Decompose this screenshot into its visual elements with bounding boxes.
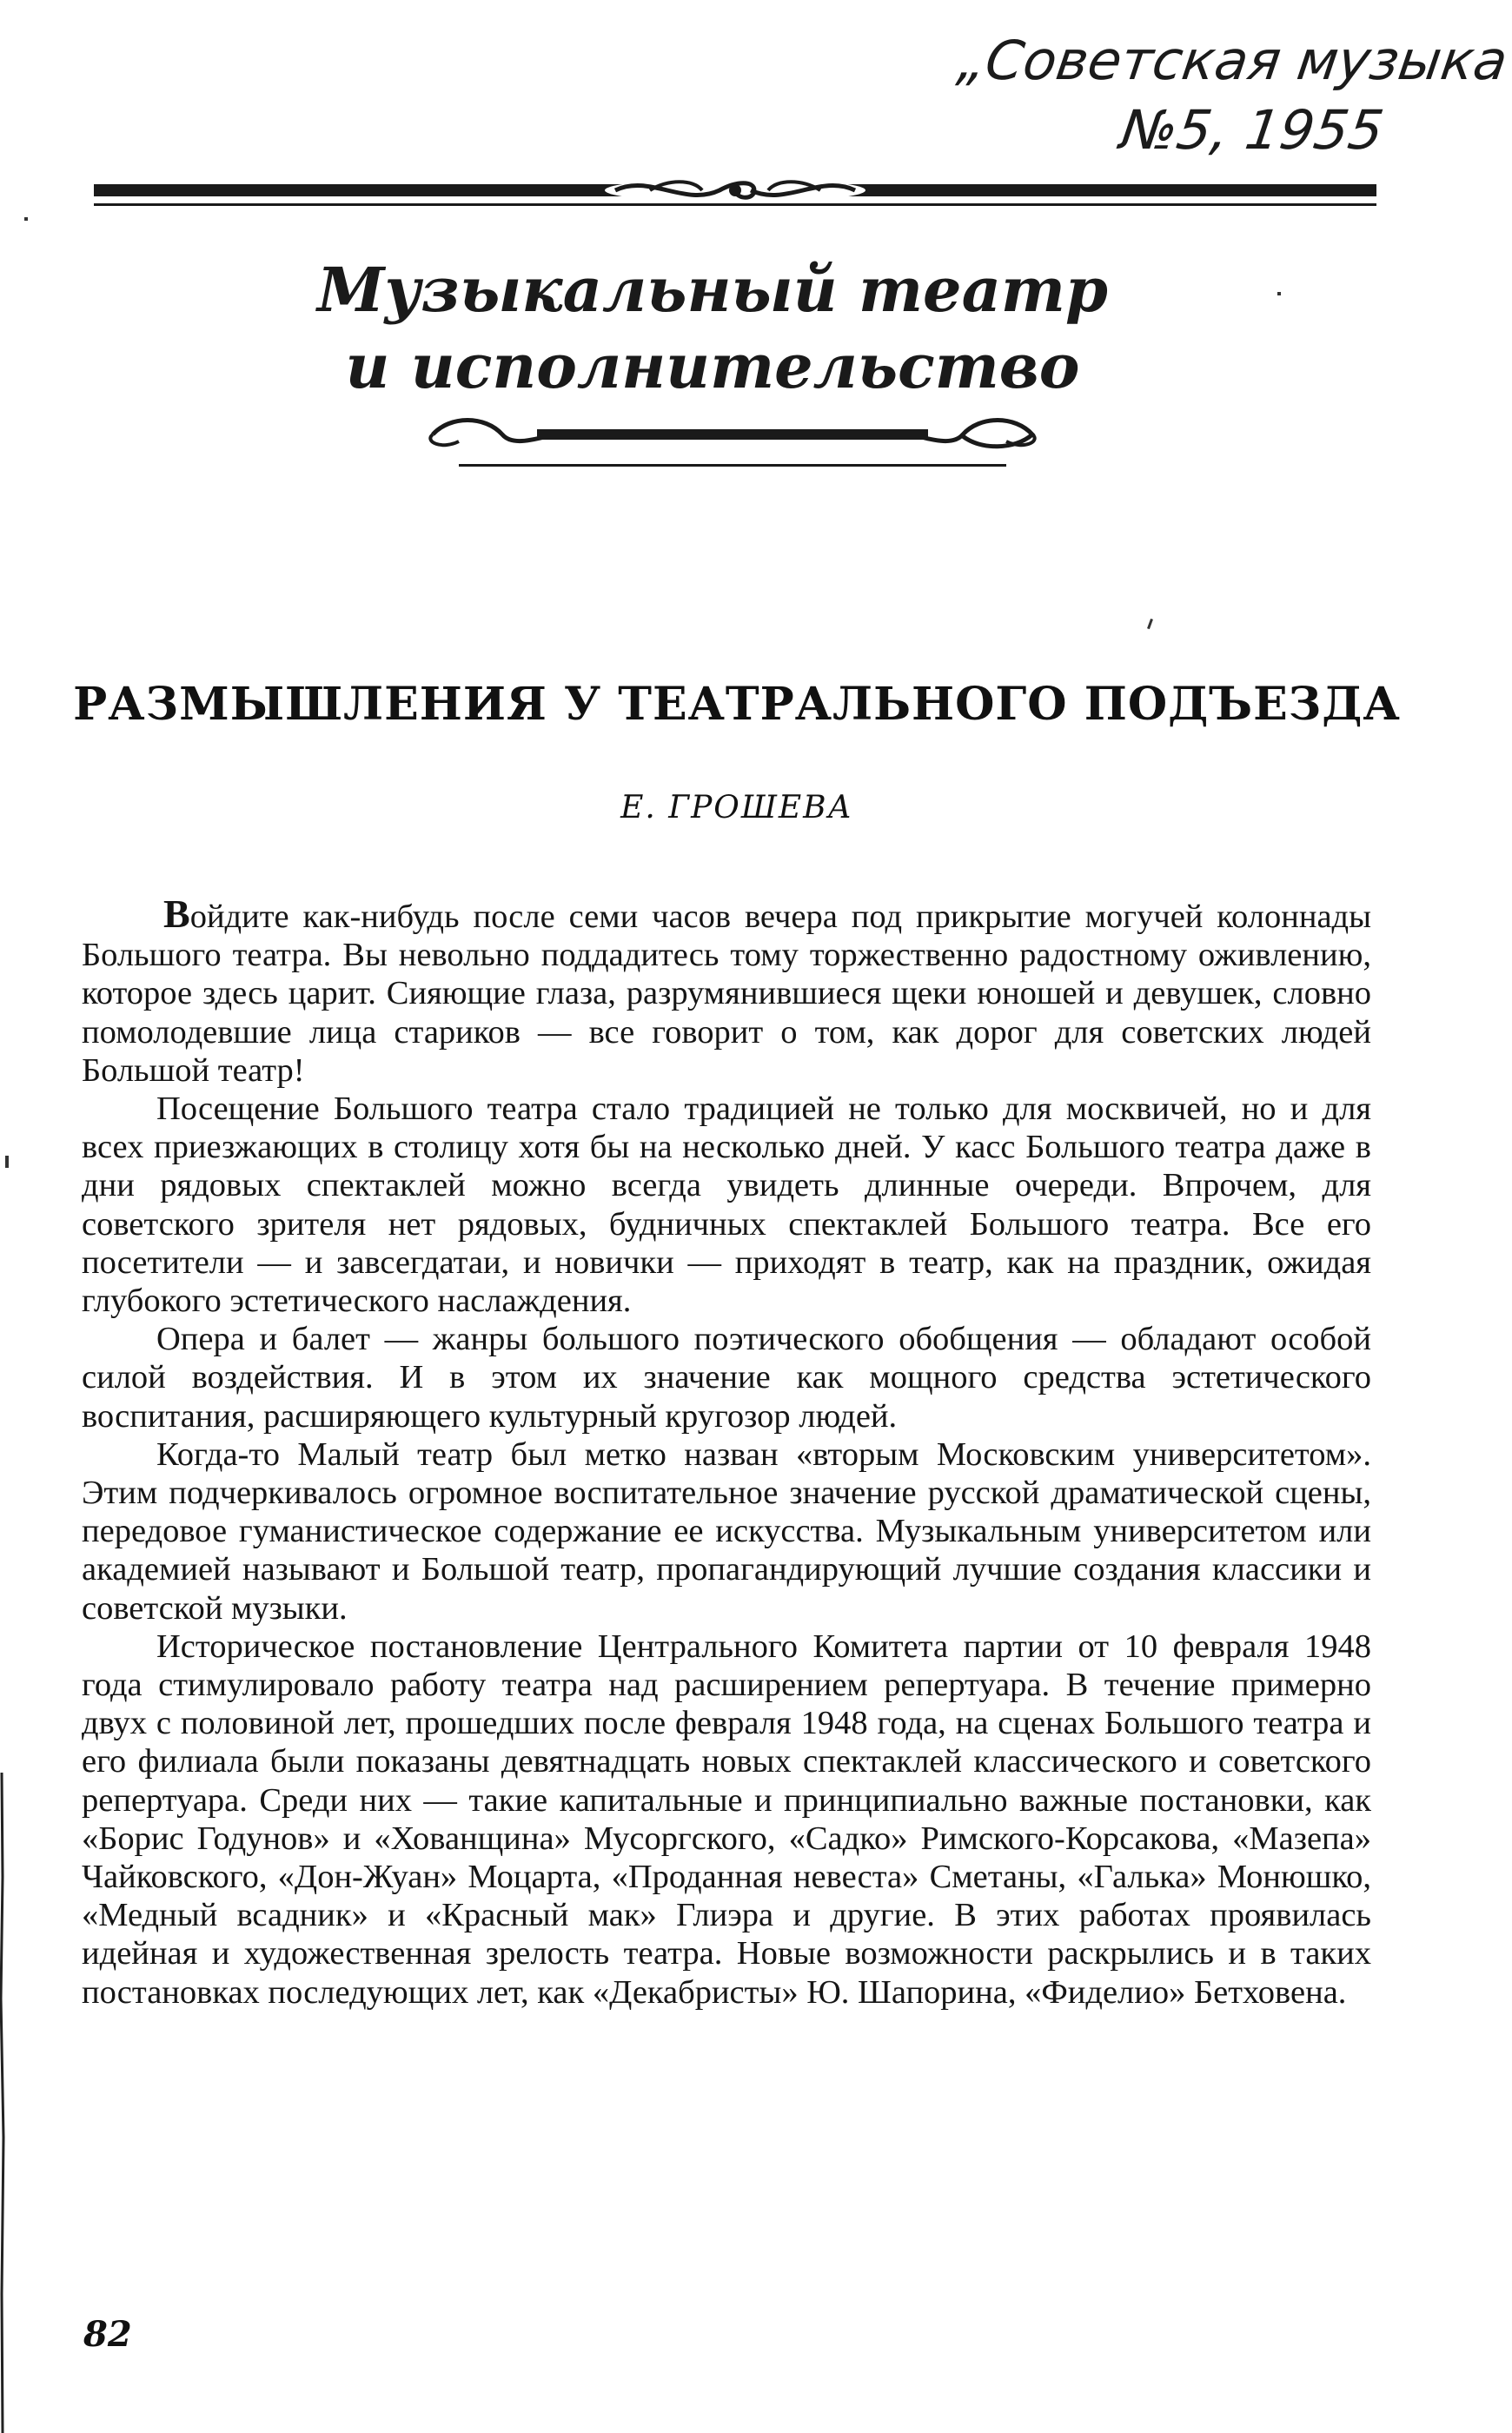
article-author: Е. ГРОШЕВА (620, 790, 853, 825)
article-body (82, 892, 1371, 2012)
initial-letter: В (163, 892, 190, 936)
section-heading-line2: и исполнительство (345, 330, 1080, 402)
scan-speck (24, 217, 28, 221)
page-number: 82 (83, 2314, 132, 2355)
section-heading (174, 252, 1251, 405)
article-title: РАЗМЫШЛЕНИЯ У ТЕАТРАЛЬНОГО ПОДЪЕЗДА (73, 678, 1401, 731)
section-ornament-rule (415, 415, 1050, 469)
paragraph-text: ойдите как-нибудь после семи часов вечера под прикрытие могучей колоннады Большого театра. Вы невольно поддадитесь тому торжественно радостному оживлению, которое здесь царит. Сияющие глаза, разрумянившиеся щеки юношей и девушек, словно помолодевшие лица стариков — все говорит о том, как дорог для советских людей Большой театр! (82, 898, 1371, 1089)
scan-speck (1277, 292, 1281, 295)
paragraph: Посещение Большого театра стало традицией не только для москвичей, но и для всех приезжающих в столицу хотя бы на несколько дней. У касс Большого театра даже в дни рядовых спектаклей можно всегда увидеть длинные очереди. Впрочем, для советского зрителя нет рядовых, будничных спектаклей Большого театра. Все его посетители — и завсегдатаи, и новички — приходят в театр, как на праздник, ожидая глубокого эстетического наслаждения. (82, 1091, 1371, 1320)
section-heading-line1: Музыкальный театр (317, 254, 1108, 326)
scan-edge-shadow (0, 1773, 7, 2433)
handwritten-annotation (944, 26, 1512, 165)
scan-speck (1147, 619, 1153, 629)
scan-speck (5, 1156, 9, 1168)
paragraph (82, 892, 1371, 1090)
handwritten-line-issue: №5, 1955 (1117, 98, 1388, 162)
handwritten-line-journal: „Советская музыка (953, 29, 1512, 92)
paragraph: Когда-то Малый театр был метко назван «вторым Московским университетом». Этим подчеркивалось огромное воспитательное значение русской драматической сцены, передовое гуманистическое содержание ее искусства. Музыкальным университетом или академией называют и Большой театр, пропагандирующий лучшие создания классики и советской музыки. (82, 1435, 1371, 1627)
paragraph: Опера и балет — жанры большого поэтического обобщения — обладают особой силой воздействия. И в этом их значение как мощного средства эстетического воспитания, расширяющего культурный кругозор людей. (82, 1321, 1371, 1435)
top-ornament-rule (94, 174, 1376, 226)
paragraph: Историческое постановление Центрального Комитета партии от 10 февраля 1948 года стимулировало работу театра над расширением репертуара. В течение примерно двух с половиной лет, прошедших после февраля 1948 года, на сценах Большого театра и его филиала были показаны девятнадцать новых спектаклей классического и советского репертуара. Среди них — такие капитальные и принципиально важные постановки, как «Борис Годунов» и «Хованщина» Мусоргского, «Садко» Римского-Корсакова, «Мазепа» Чайковского, «Дон-Жуан» Моцарта, «Проданная невеста» Сметаны, «Галька» Монюшко, «Медный всадник» и «Красный мак» Глиэра и другие. В этих работах проявилась идейная и художественная зрелость театра. Новые возможности раскрылись и в таких постановках последующих лет, как «Декабристы» Ю. Шапорина, «Фиделио» Бетховена. (82, 1628, 1371, 2011)
